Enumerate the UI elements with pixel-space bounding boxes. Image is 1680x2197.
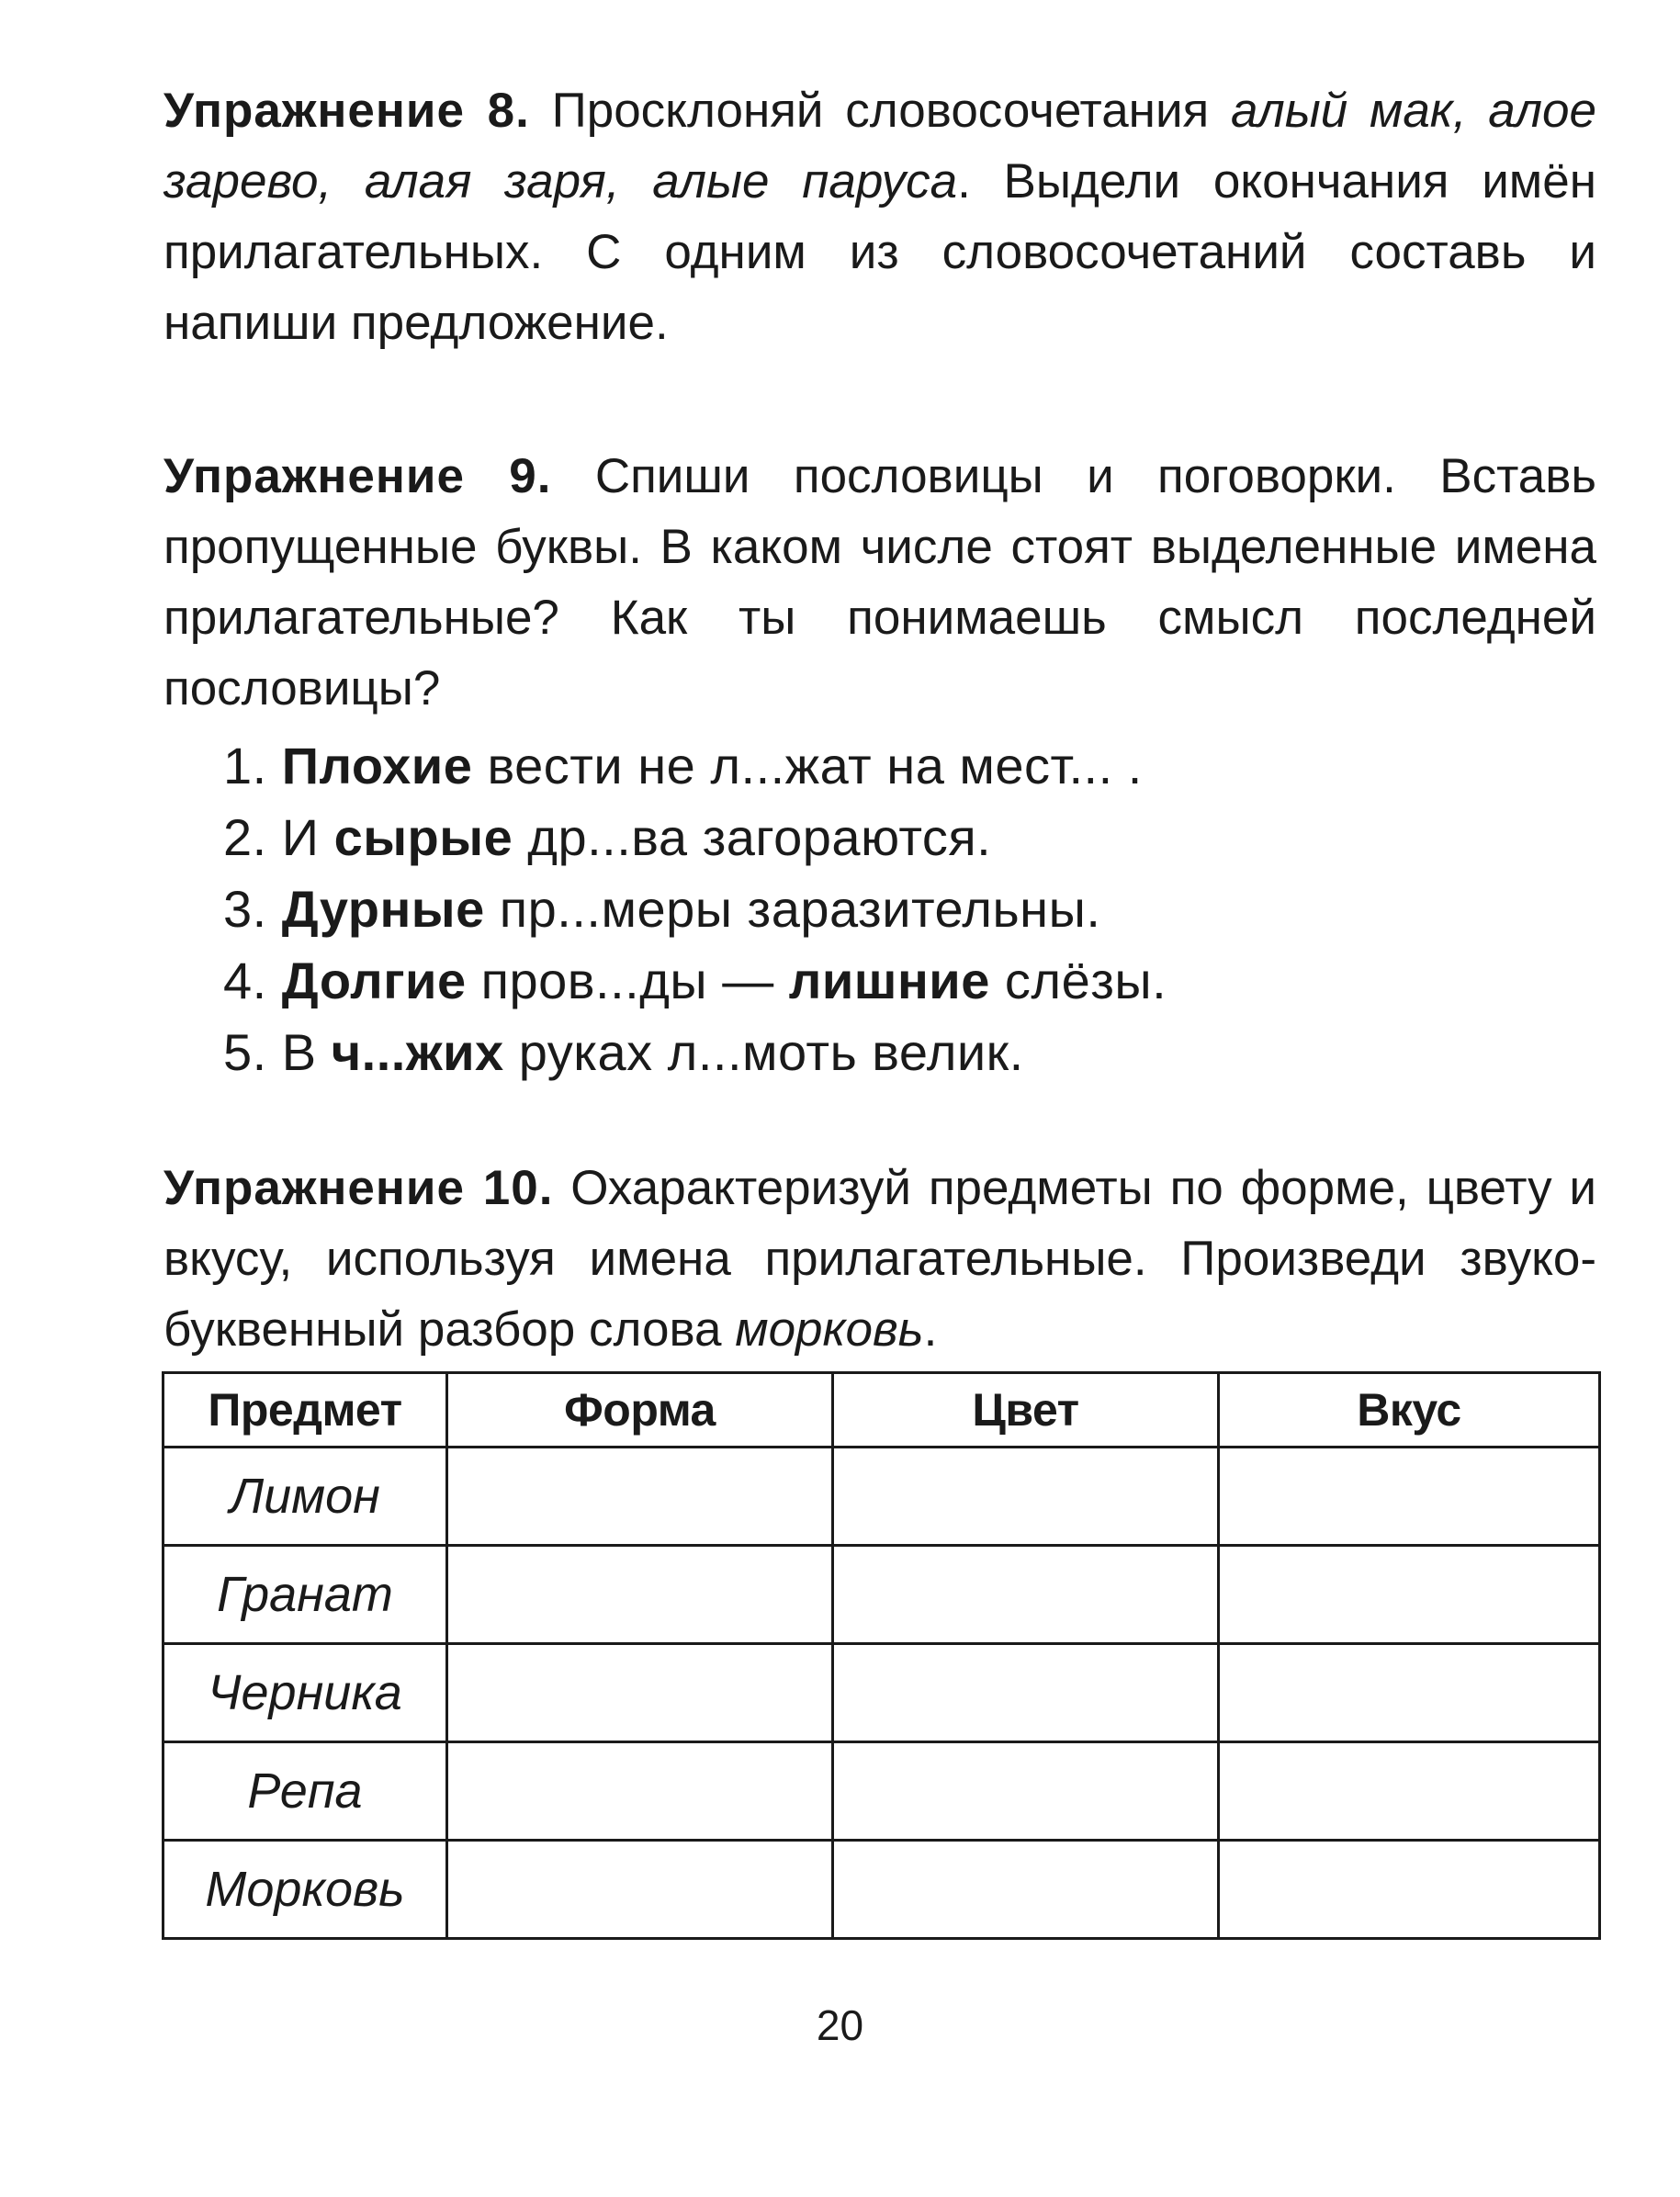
table-header-row xyxy=(163,1373,1600,1448)
page-number: 20 xyxy=(816,2001,864,2049)
taste-cell[interactable] xyxy=(1219,1448,1600,1546)
proverb-item xyxy=(223,873,1509,945)
taste-cell[interactable] xyxy=(1219,1742,1600,1841)
shape-cell[interactable] xyxy=(447,1546,833,1644)
exercise-8-title: Упражнение 8. xyxy=(163,84,530,138)
exercise-8 xyxy=(163,75,1596,358)
header-taste: Вкус xyxy=(1219,1373,1600,1448)
proverb-adjective: Долгие xyxy=(281,952,467,1009)
proverb-item xyxy=(223,730,1509,802)
proverb-item xyxy=(223,945,1509,1017)
item-name: Морковь xyxy=(163,1841,447,1939)
proverb-number: 2. xyxy=(223,808,267,866)
proverb-adjective: лишние xyxy=(788,952,990,1009)
proverb-text: пров...ды — xyxy=(466,952,789,1009)
proverb-text: В xyxy=(266,1023,332,1081)
color-cell[interactable] xyxy=(833,1546,1219,1644)
color-cell[interactable] xyxy=(833,1742,1219,1841)
proverb-text: руках л...моть велик. xyxy=(503,1023,1024,1081)
taste-cell[interactable] xyxy=(1219,1841,1600,1939)
proverb-item xyxy=(223,802,1509,873)
item-name: Репа xyxy=(163,1742,447,1841)
proverb-adjective: ч...жих xyxy=(331,1023,504,1081)
proverb-text xyxy=(267,737,282,794)
proverb-number: 4. xyxy=(223,952,267,1009)
proverb-text: др...ва загораются. xyxy=(513,808,992,866)
proverb-list xyxy=(223,730,1509,1088)
table-row xyxy=(163,1841,1600,1939)
item-name: Лимон xyxy=(163,1448,447,1546)
color-cell[interactable] xyxy=(833,1644,1219,1742)
proverb-number: 5. xyxy=(223,1023,267,1081)
taste-cell[interactable] xyxy=(1219,1546,1600,1644)
exercise-9-title: Упражнение 9. xyxy=(163,449,552,503)
proverb-adjective: Дурные xyxy=(281,880,485,938)
proverb-number: 3. xyxy=(223,880,267,938)
proverb-text: И xyxy=(266,808,334,866)
table-row xyxy=(163,1546,1600,1644)
taste-cell[interactable] xyxy=(1219,1644,1600,1742)
shape-cell[interactable] xyxy=(447,1841,833,1939)
header-item: Предмет xyxy=(163,1373,447,1448)
exercise-9-text: Спиши пословицы и поговорки. Вставь пропущенные буквы. В каком числе стоят выделенные имена прилагательные? Как ты понимаешь смысл последней пословицы? xyxy=(163,449,1597,715)
characteristics-table xyxy=(162,1371,1601,1940)
header-shape: Форма xyxy=(447,1373,833,1448)
proverb-text xyxy=(267,880,282,938)
proverb-text: вести не л...жат на мест... . xyxy=(472,737,1143,794)
table-row xyxy=(163,1448,1600,1546)
item-name: Гранат xyxy=(163,1546,447,1644)
header-color: Цвет xyxy=(833,1373,1219,1448)
proverb-item xyxy=(223,1017,1509,1088)
exercise-10-text-before: Охарактеризуй предметы по форме, цвету и вкусу, используя имена прилагательные. Произведи звуко-буквенный разбор слова xyxy=(163,1161,1596,1357)
exercise-8-text-after: . Выдели окончания имён прилагательных. С одним из словосочетаний составь и напиши предложение. xyxy=(163,154,1596,350)
shape-cell[interactable] xyxy=(447,1448,833,1546)
color-cell[interactable] xyxy=(833,1448,1219,1546)
shape-cell[interactable] xyxy=(447,1644,833,1742)
exercise-9 xyxy=(163,441,1596,724)
color-cell[interactable] xyxy=(833,1841,1219,1939)
exercise-8-text-before: Просклоняй словосочетания xyxy=(529,84,1231,138)
exercise-10 xyxy=(163,1153,1596,1365)
proverb-number: 1. xyxy=(223,737,267,794)
proverb-text: пр...меры заразительны. xyxy=(484,880,1101,938)
table-row xyxy=(163,1644,1600,1742)
shape-cell[interactable] xyxy=(447,1742,833,1841)
exercise-10-text-after: . xyxy=(923,1302,938,1357)
proverb-text: слёзы. xyxy=(989,952,1167,1009)
exercise-8-phrases: алый мак, алое зарево, алая заря, алые паруса xyxy=(163,84,1597,208)
proverb-adjective: Плохие xyxy=(281,737,473,794)
proverb-text xyxy=(267,952,282,1009)
item-name: Черника xyxy=(163,1644,447,1742)
proverb-adjective: сырые xyxy=(333,808,513,866)
table-row xyxy=(163,1742,1600,1841)
exercise-10-word: морковь xyxy=(735,1302,924,1357)
exercise-10-title: Упражнение 10. xyxy=(163,1161,554,1215)
